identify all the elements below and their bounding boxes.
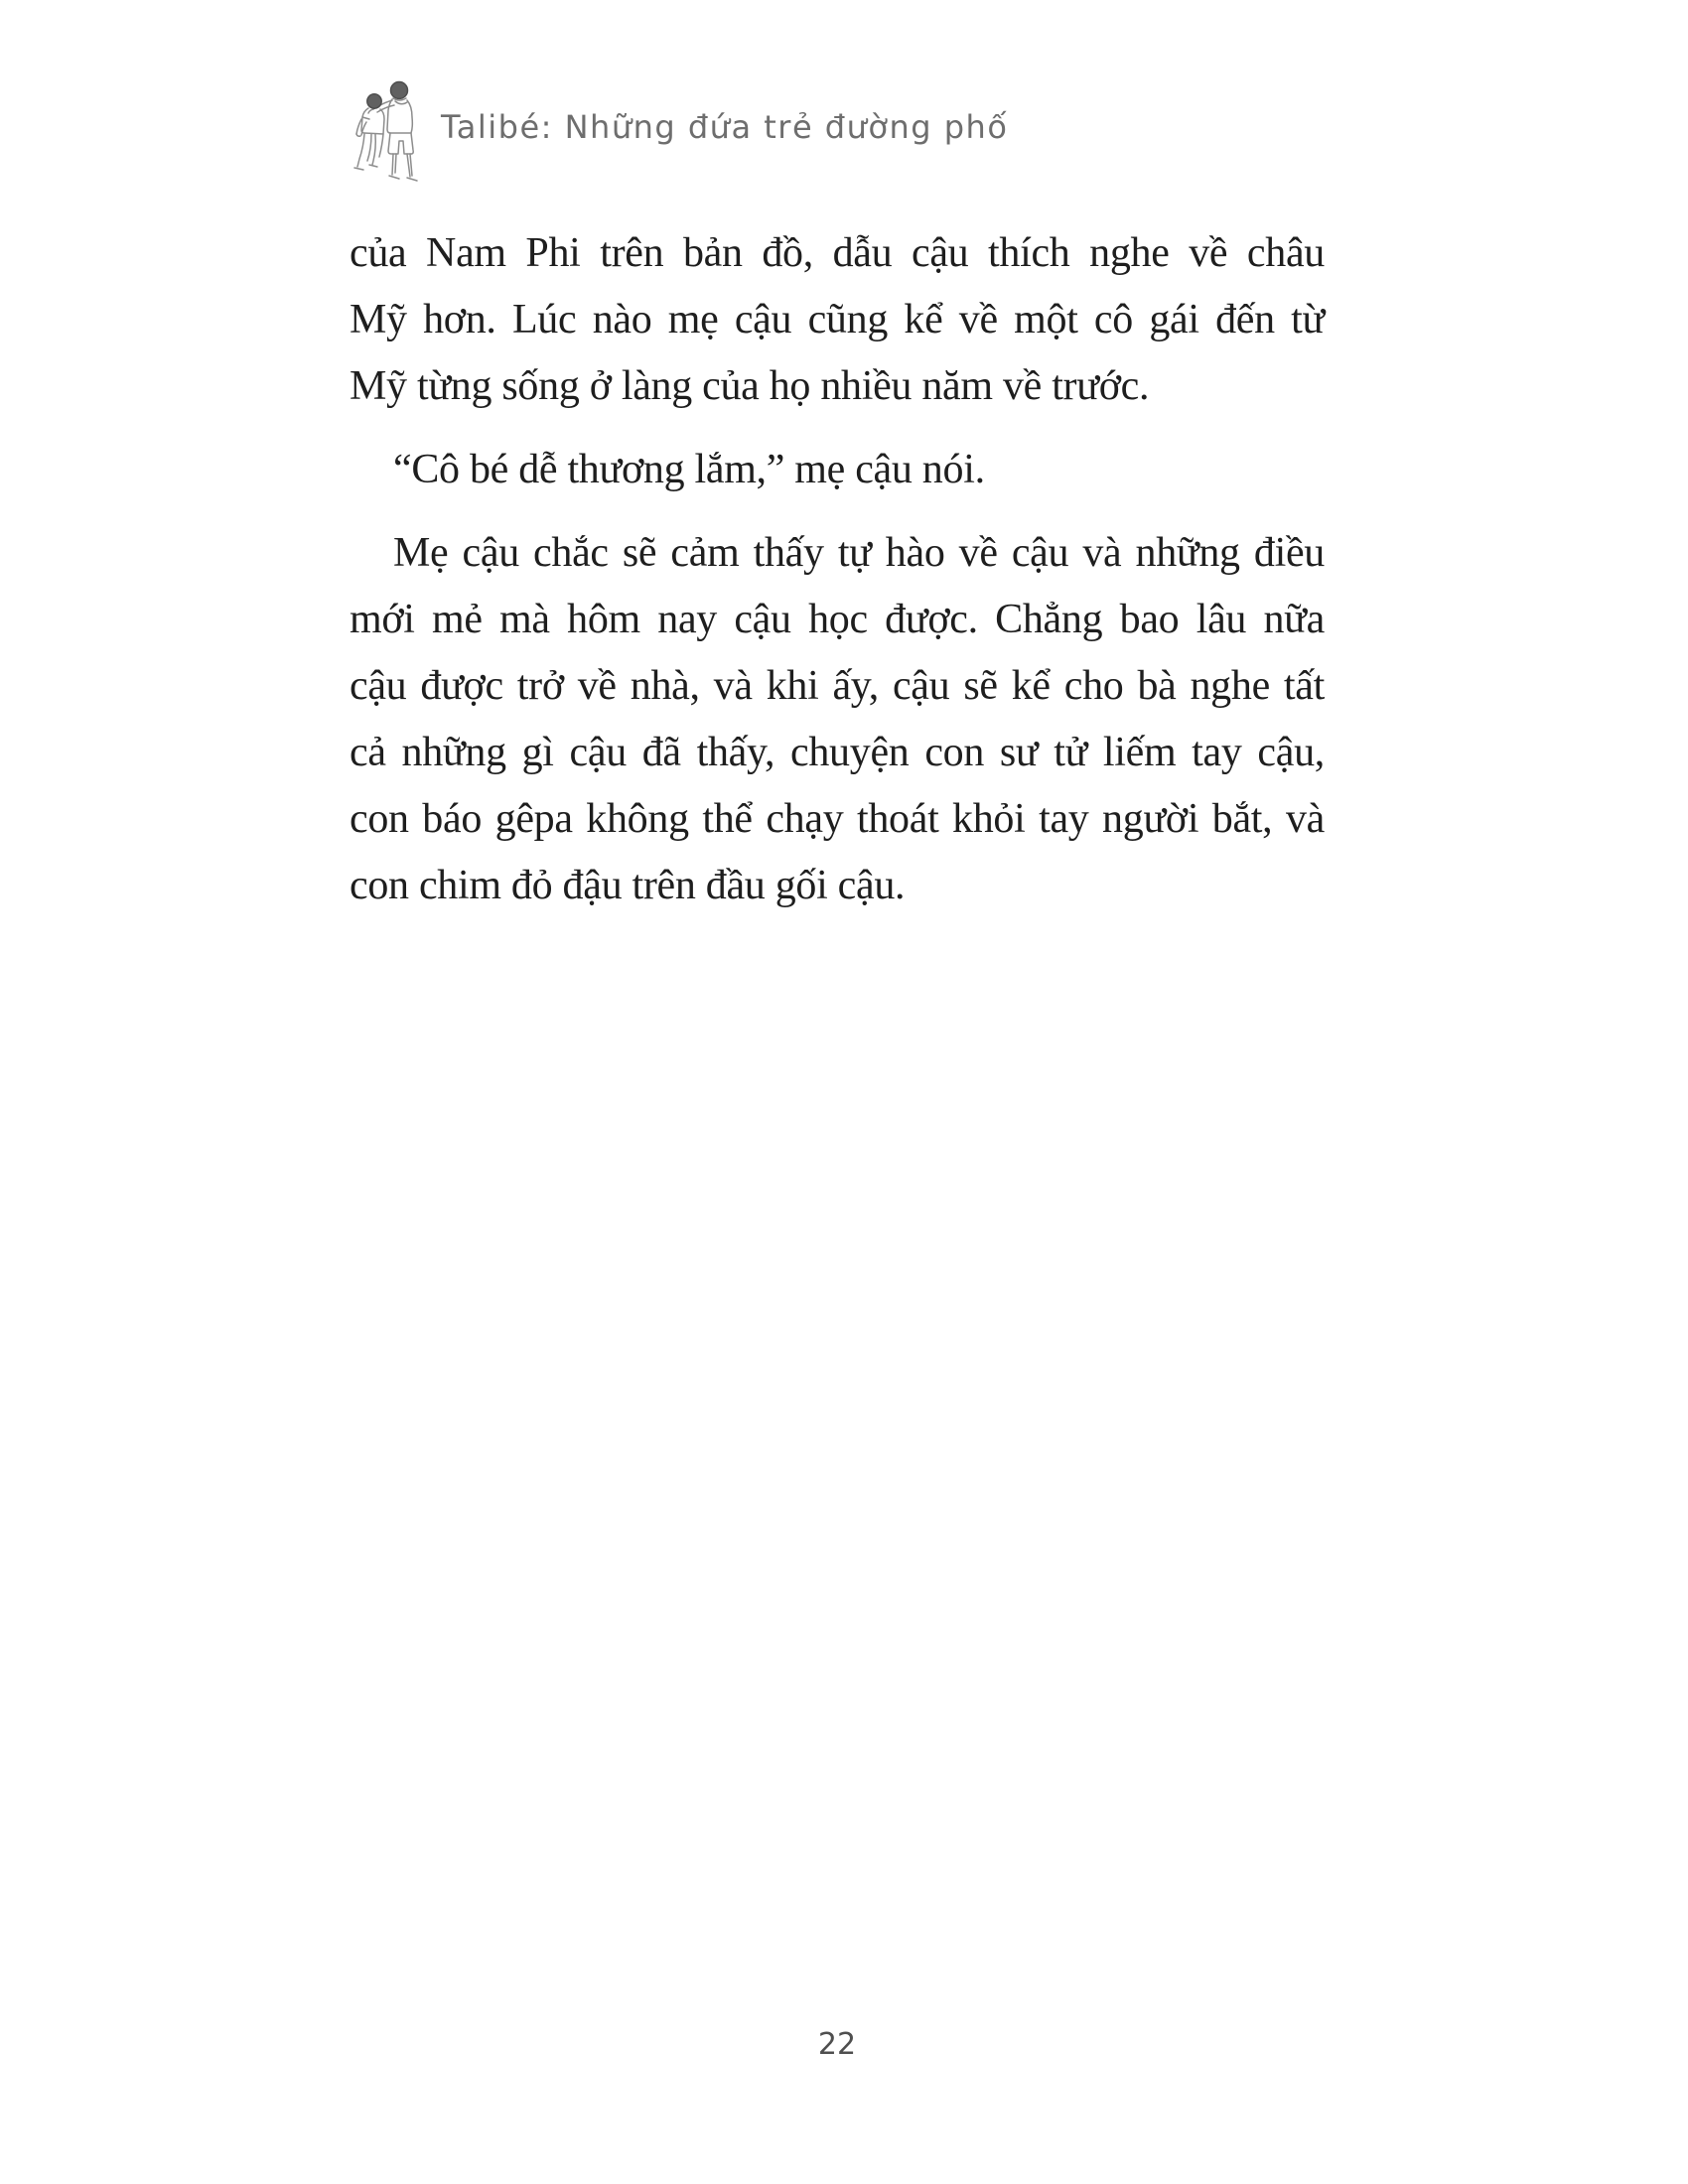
text-line: Mẹ cậu chắc sẽ cảm thấy tự hào về cậu và những điều — [393, 530, 1325, 576]
text-line: cậu được trở về nhà, và khi ấy, cậu sẽ kể cho bà nghe tất — [350, 663, 1325, 709]
text-line: mới mẻ mà hôm nay cậu học được. Chẳng bao lâu nữa — [350, 597, 1325, 642]
page-number: 22 — [817, 2027, 857, 2062]
body-text — [350, 220, 1325, 936]
text-line: Mỹ hơn. Lúc nào mẹ cậu cũng kể về một cô gái đến từ — [350, 297, 1325, 342]
text-line: của Nam Phi trên bản đồ, dẫu cậu thích nghe về châu — [350, 230, 1325, 276]
text-line: cả những gì cậu đã thấy, chuyện con sư tử liếm tay cậu, — [350, 730, 1325, 775]
text-line: “Cô bé dễ thương lắm,” mẹ cậu nói. — [393, 447, 985, 492]
text-line: Mỹ từng sống ở làng của họ nhiều năm về trước. — [350, 363, 1150, 409]
paragraph — [350, 437, 1325, 503]
running-head-title: Talibé: Những đứa trẻ đường phố — [441, 108, 1009, 146]
text-line: con chim đỏ đậu trên đầu gối cậu. — [350, 863, 906, 908]
two-children-walking-illustration — [350, 77, 437, 191]
paragraph — [350, 220, 1325, 420]
text-line: con báo gêpa không thể chạy thoát khỏi tay người bắt, và — [350, 796, 1325, 842]
paragraph — [350, 520, 1325, 919]
